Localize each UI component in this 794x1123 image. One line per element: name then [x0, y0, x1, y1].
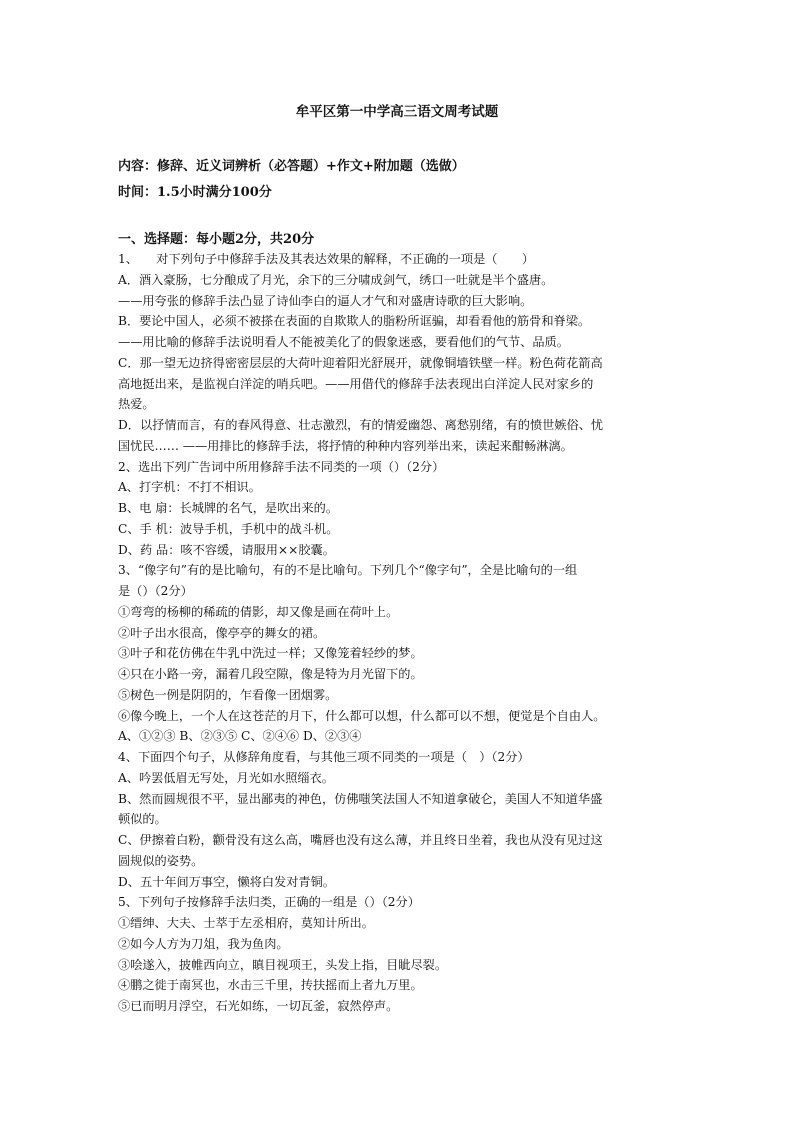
text-line: A、①②③ B、②③⑤ C、②④⑥ D、②③④ — [118, 729, 362, 744]
text-line: ①弯弯的杨柳的稀疏的倩影，却又像是画在荷叶上。 — [118, 604, 399, 619]
text-line: 1、 对下列句子中修辞手法及其表达效果的解释，不正确的一项是（ ） — [118, 252, 535, 266]
content-line: 内容：修辞、近义词辨析（必答题）+作文+附加题（选做） — [118, 159, 465, 174]
text-line: C．那一望无边挤得密密层层的大荷叶迎着阳光舒展开，就像铜墙铁壁一样。粉色荷花箭高 — [118, 355, 603, 370]
text-line: A．酒入豪肠，七分酿成了月光，余下的三分啸成剑气，绣口一吐就是半个盛唐。 — [118, 272, 554, 287]
text-line: ——用夸张的修辞手法凸显了诗仙李白的逼人才气和对盛唐诗歌的巨大影响。 — [118, 293, 533, 308]
text-line: ⑥像今晚上，一个人在这苍茫的月下，什么都可以想，什么都可以不想，便觉是个自由人。 — [118, 708, 606, 723]
text-line: 2、选出下列广告词中所用修辞手法不同类的一项（）（2分） — [118, 459, 445, 474]
text-line: 4、下面四个句子，从修辞角度看，与其他三项不同类的一项是（ ）（2分） — [118, 750, 530, 764]
text-line: B．要论中国人，必须不被搽在表面的自欺欺人的脂粉所诓骗，却看看他的筋骨和脊梁。 — [118, 314, 591, 329]
text-line: ④鹏之徙于南冥也，水击三千里，抟扶摇而上者九万里。 — [118, 978, 423, 993]
text-line: A、吟罢低眉无写处，月光如水照缁衣。 — [118, 770, 334, 785]
text-line: A、打字机：不打不相识。 — [118, 480, 261, 495]
text-line: 高地挺出来，是监视白洋淀的哨兵吧。——用借代的修辞手法表现出白洋淀人民对家乡的 — [118, 376, 594, 391]
text-line: ②叶子出水很高，像亭亭的舞女的裙。 — [118, 625, 326, 640]
text-line: D、药 品：咳不容缓，请服用××胶囊。 — [118, 542, 335, 557]
text-line: ④只在小路一旁，漏着几段空隙，像是特为月光留下的。 — [118, 667, 423, 681]
text-line: ⑤已而明月浮空，石光如练，一切瓦釜，寂然停声。 — [118, 999, 399, 1013]
text-line: ②如今人方为刀俎，我为鱼肉。 — [118, 936, 289, 951]
text-line: ⑤树色一例是阴阴的，乍看像一团烟雾。 — [118, 687, 338, 702]
text-line: C、手 机：波导手机，手机中的战斗机。 — [118, 521, 339, 536]
text-line: 是（）（2分） — [118, 584, 193, 598]
section-heading: 一、选择题：每小题2分，共20分 — [118, 232, 315, 247]
text-line: C、伊擦着白粉，颧骨没有这么高，嘴唇也没有这么薄，并且终日坐着，我也从没有见过这 — [118, 833, 603, 847]
question-body — [118, 249, 678, 1017]
text-line: 5、下列句子按修辞手法归类，正确的一组是（）（2分） — [118, 895, 420, 910]
text-line: 顿似的。 — [118, 812, 167, 827]
time-line: 时间：1.5小时满分100分 — [118, 185, 272, 200]
text-line: B、电 扇：长城牌的名气，是吹出来的。 — [118, 501, 339, 515]
text-line: 圆规似的姿势。 — [118, 853, 204, 868]
text-line: 国忧民…… ——用排比的修辞手法，将抒情的种种内容列举出来，读起来酣畅淋漓。 — [118, 438, 573, 453]
text-line: ③哙遂入，披帷西向立，瞋目视项王，头发上指，目眦尽裂。 — [118, 957, 448, 972]
page-title: 牟平区第一中学高三语文周考试题 — [295, 104, 499, 120]
text-line: B、然而圆规很不平，显出鄙夷的神色，仿佛嗤笑法国人不知道拿破仑，美国人不知道华盛 — [118, 791, 603, 806]
text-line: 热爱。 — [118, 397, 155, 412]
text-line: 3、“像字句”有的是比喻句，有的不是比喻句。下列几个“像字句”，全是比喻句的一组 — [118, 563, 578, 578]
text-line: D．以抒情而言，有的春风得意、壮志激烈，有的情爱幽怨、离愁别绪，有的愤世嫉俗、忧 — [118, 418, 604, 432]
text-line: ③叶子和花仿佛在牛乳中洗过一样；又像笼着轻纱的梦。 — [118, 646, 423, 661]
text-line: ——用比喻的修辞手法说明看人不能被美化了的假象迷惑，要看他们的气节、品质。 — [118, 335, 569, 349]
text-line: D、五十年间万事空，懒将白发对青铜。 — [118, 874, 335, 889]
text-line: ①缙绅、大夫、士萃于左丞相府，莫知计所出。 — [118, 916, 374, 930]
